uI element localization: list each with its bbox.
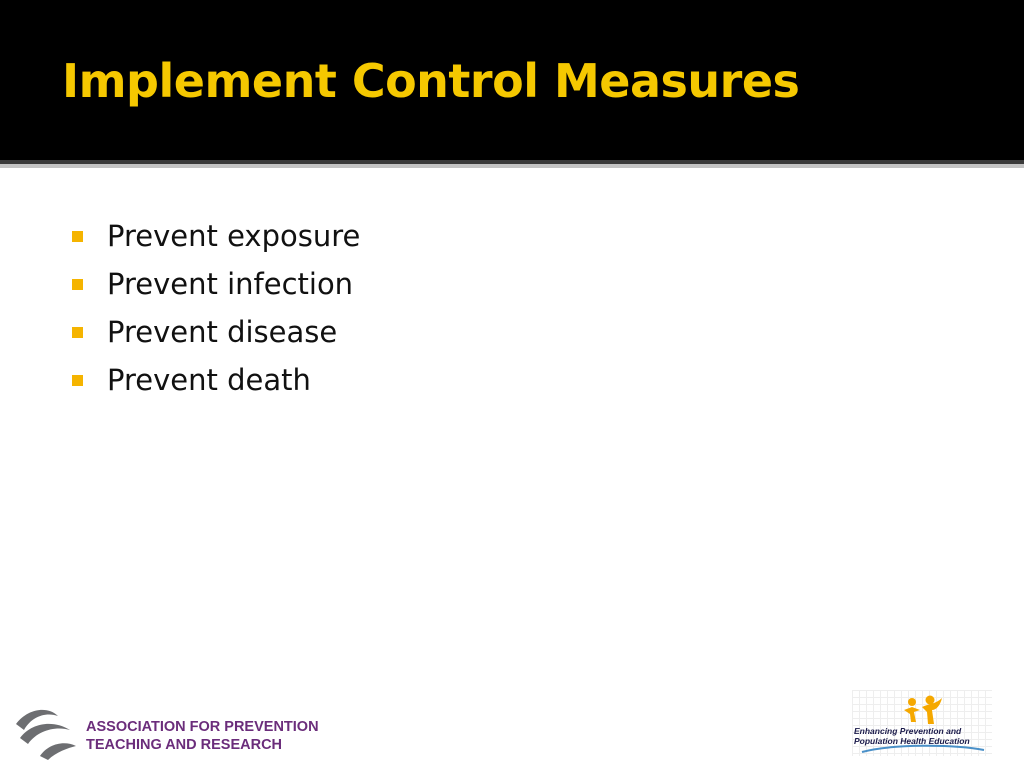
aptr-swoosh-icon [14, 704, 78, 760]
bullet-item [72, 308, 360, 356]
slide-title: Implement Control Measures [62, 54, 800, 108]
bullet-item [72, 212, 360, 260]
ephe-figures-icon [900, 694, 946, 726]
square-bullet-icon [72, 279, 83, 290]
bullet-text: Prevent disease [107, 315, 338, 349]
bullet-item [72, 356, 360, 404]
bullet-text: Prevent exposure [107, 219, 361, 253]
ephe-swoosh-icon [852, 742, 992, 756]
title-bar [0, 0, 1024, 160]
bullet-list [72, 212, 360, 404]
bullet-text: Prevent death [107, 363, 311, 397]
square-bullet-icon [72, 231, 83, 242]
aptr-line-1: ASSOCIATION FOR PREVENTION [86, 719, 319, 735]
bullet-item [72, 260, 360, 308]
square-bullet-icon [72, 327, 83, 338]
aptr-logo [14, 704, 354, 760]
aptr-line-2: TEACHING AND RESEARCH [86, 737, 283, 753]
ephe-line-1: Enhancing Prevention and [854, 726, 962, 736]
ephe-logo [852, 690, 992, 756]
square-bullet-icon [72, 375, 83, 386]
title-divider-light [0, 164, 1024, 168]
aptr-wordmark [86, 718, 319, 754]
ephe-line-2: Population Health Education [854, 736, 970, 746]
bullet-text: Prevent infection [107, 267, 354, 301]
